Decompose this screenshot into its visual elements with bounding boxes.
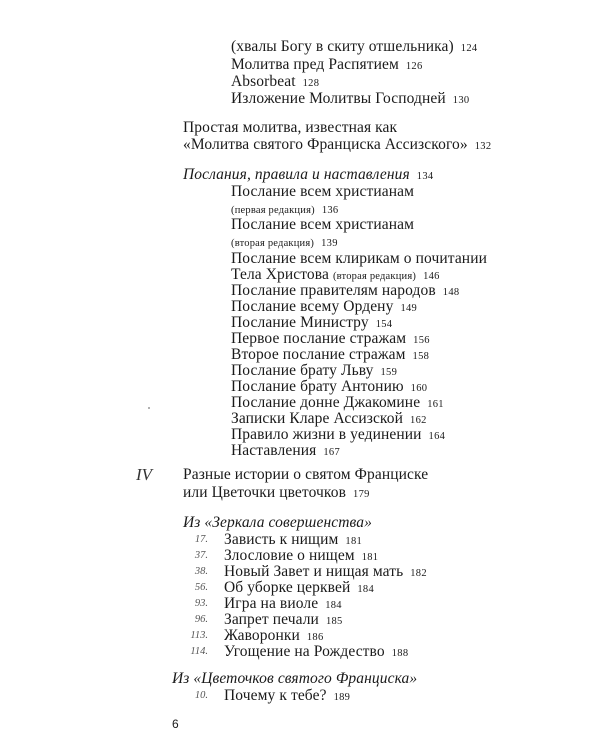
page-number: 6 xyxy=(172,717,179,731)
chapter-number: 96. xyxy=(194,614,208,625)
toc-entry-title: Изложение Молитвы Господней xyxy=(231,90,446,107)
toc-page-number: 136 xyxy=(321,205,339,216)
part-title-line1: Разные истории о святом Франциске xyxy=(183,466,429,483)
toc-page-number: 130 xyxy=(452,95,470,106)
chapter-number: 38. xyxy=(194,566,208,577)
toc-page-number: 160 xyxy=(410,383,428,394)
toc-entry-title: Молитва пред Распятием xyxy=(231,56,399,73)
toc-entry-title: Зависть к нищим xyxy=(224,531,339,548)
toc-entry xyxy=(231,90,469,110)
toc-page-number: 186 xyxy=(306,632,324,643)
toc-page-number: 146 xyxy=(423,271,440,282)
toc-entry-simple-prayer-line1: Простая молитва, известная как xyxy=(183,119,398,136)
toc-page-number: 181 xyxy=(345,536,363,547)
toc-entry-note: (первая редакция) xyxy=(231,205,315,216)
toc-entry-title: Послание брату Антонию xyxy=(231,378,404,395)
toc-page-number: 184 xyxy=(325,600,342,611)
toc-entry-title: Игра на виоле xyxy=(224,595,319,612)
toc-page-number: 124 xyxy=(460,43,478,54)
toc-entry-title: Жаворонки xyxy=(224,627,300,644)
toc-page-number: 161 xyxy=(427,399,444,410)
toc-page-number: 159 xyxy=(380,367,398,378)
stray-mark xyxy=(148,407,150,409)
toc-entry-title: Записки Кларе Ассизской xyxy=(231,410,404,427)
chapter-number: 114. xyxy=(190,646,208,657)
toc-entry-title: Новый Завет и нищая мать xyxy=(224,563,404,580)
toc-entry-title: Об уборке церквей xyxy=(224,579,351,596)
toc-entry-title: Послание всем христианам xyxy=(231,183,415,200)
toc-entry-title: Запрет печали xyxy=(224,611,319,628)
chapter-number: 113. xyxy=(190,630,208,641)
chapter-number: 56. xyxy=(194,582,208,593)
toc-entry-title: Правило жизни в уединении xyxy=(231,426,422,443)
toc-entry-title: Послание брату Льву xyxy=(231,362,374,379)
toc-page-number: 167 xyxy=(323,447,340,458)
toc-entry-title: Тела Христова xyxy=(231,266,329,283)
toc-entry-title: Послание всем клирикам о почитании xyxy=(231,250,487,267)
toc-page-number: 132 xyxy=(474,141,492,152)
part-title-line2: или Цветочки цветочков xyxy=(183,484,347,501)
toc-entry-title: Злословие о нищем xyxy=(224,547,355,564)
toc-page-number: 148 xyxy=(442,287,460,298)
part-numeral: IV xyxy=(136,465,153,484)
toc-page-number: 126 xyxy=(405,61,423,72)
toc-page-number: 188 xyxy=(391,648,409,659)
part-title xyxy=(183,484,370,504)
toc-page-number: 189 xyxy=(333,692,351,703)
toc-entry-title: Послание правителям народов xyxy=(231,282,436,299)
toc-entry-title: Послание донне Джакомине xyxy=(231,394,421,411)
toc-entry-simple-prayer xyxy=(183,136,491,156)
toc-page-number: 185 xyxy=(325,616,343,627)
toc-page-number: 128 xyxy=(302,78,320,89)
section-heading-mirror: Из «Зеркала совершенства» xyxy=(183,514,372,531)
toc-page-number: 134 xyxy=(416,171,434,182)
toc-entry-title: Первое послание стражам xyxy=(231,330,407,347)
toc-entry-title: Второе послание стражам xyxy=(231,346,406,363)
toc-entry xyxy=(224,687,350,707)
toc-entry-title: Почему к тебе? xyxy=(224,687,327,704)
toc-page-number: 162 xyxy=(410,415,427,426)
chapter-number: 37. xyxy=(194,550,208,561)
toc-page-number: 149 xyxy=(400,303,418,314)
toc-entry-title: Послание всему Ордену xyxy=(231,298,394,315)
toc-entry-title: (хвалы Богу в скиту отшельника) xyxy=(231,38,454,55)
toc-entry-title: Наставления xyxy=(231,442,317,459)
toc-entry xyxy=(231,38,477,58)
toc-entry-title: Послание всем христианам xyxy=(231,216,415,233)
toc-page-number: 158 xyxy=(412,351,430,362)
section-heading-title: Послания, правила и наставления xyxy=(183,166,410,183)
toc-page-number: 154 xyxy=(375,319,393,330)
toc-entry-note: (вторая редакция) xyxy=(231,238,315,249)
chapter-number: 93. xyxy=(194,598,208,609)
toc-page-number: 182 xyxy=(410,568,427,579)
section-heading-fioretti: Из «Цветочков святого Франциска» xyxy=(172,670,418,687)
toc-entry-title: Послание Министру xyxy=(231,314,369,331)
chapter-number: 10. xyxy=(194,690,208,701)
toc-page-number: 179 xyxy=(353,489,370,500)
toc-page-number: 156 xyxy=(413,335,430,346)
toc-entry-note: (вторая редакция) xyxy=(332,271,417,282)
toc-entry-title: Absorbeat xyxy=(231,73,296,90)
chapter-number: 17. xyxy=(194,534,208,545)
toc-page-number: 164 xyxy=(428,431,446,442)
toc-entry xyxy=(231,442,340,462)
toc-page-number: 181 xyxy=(361,552,379,563)
toc-page-number: 139 xyxy=(321,238,338,249)
toc-entry-title: Угощение на Рождество xyxy=(224,643,385,660)
toc-page-number: 184 xyxy=(357,584,374,595)
toc-entry-title: «Молитва святого Франциска Ассизского» xyxy=(183,136,468,153)
toc-entry xyxy=(224,643,408,663)
